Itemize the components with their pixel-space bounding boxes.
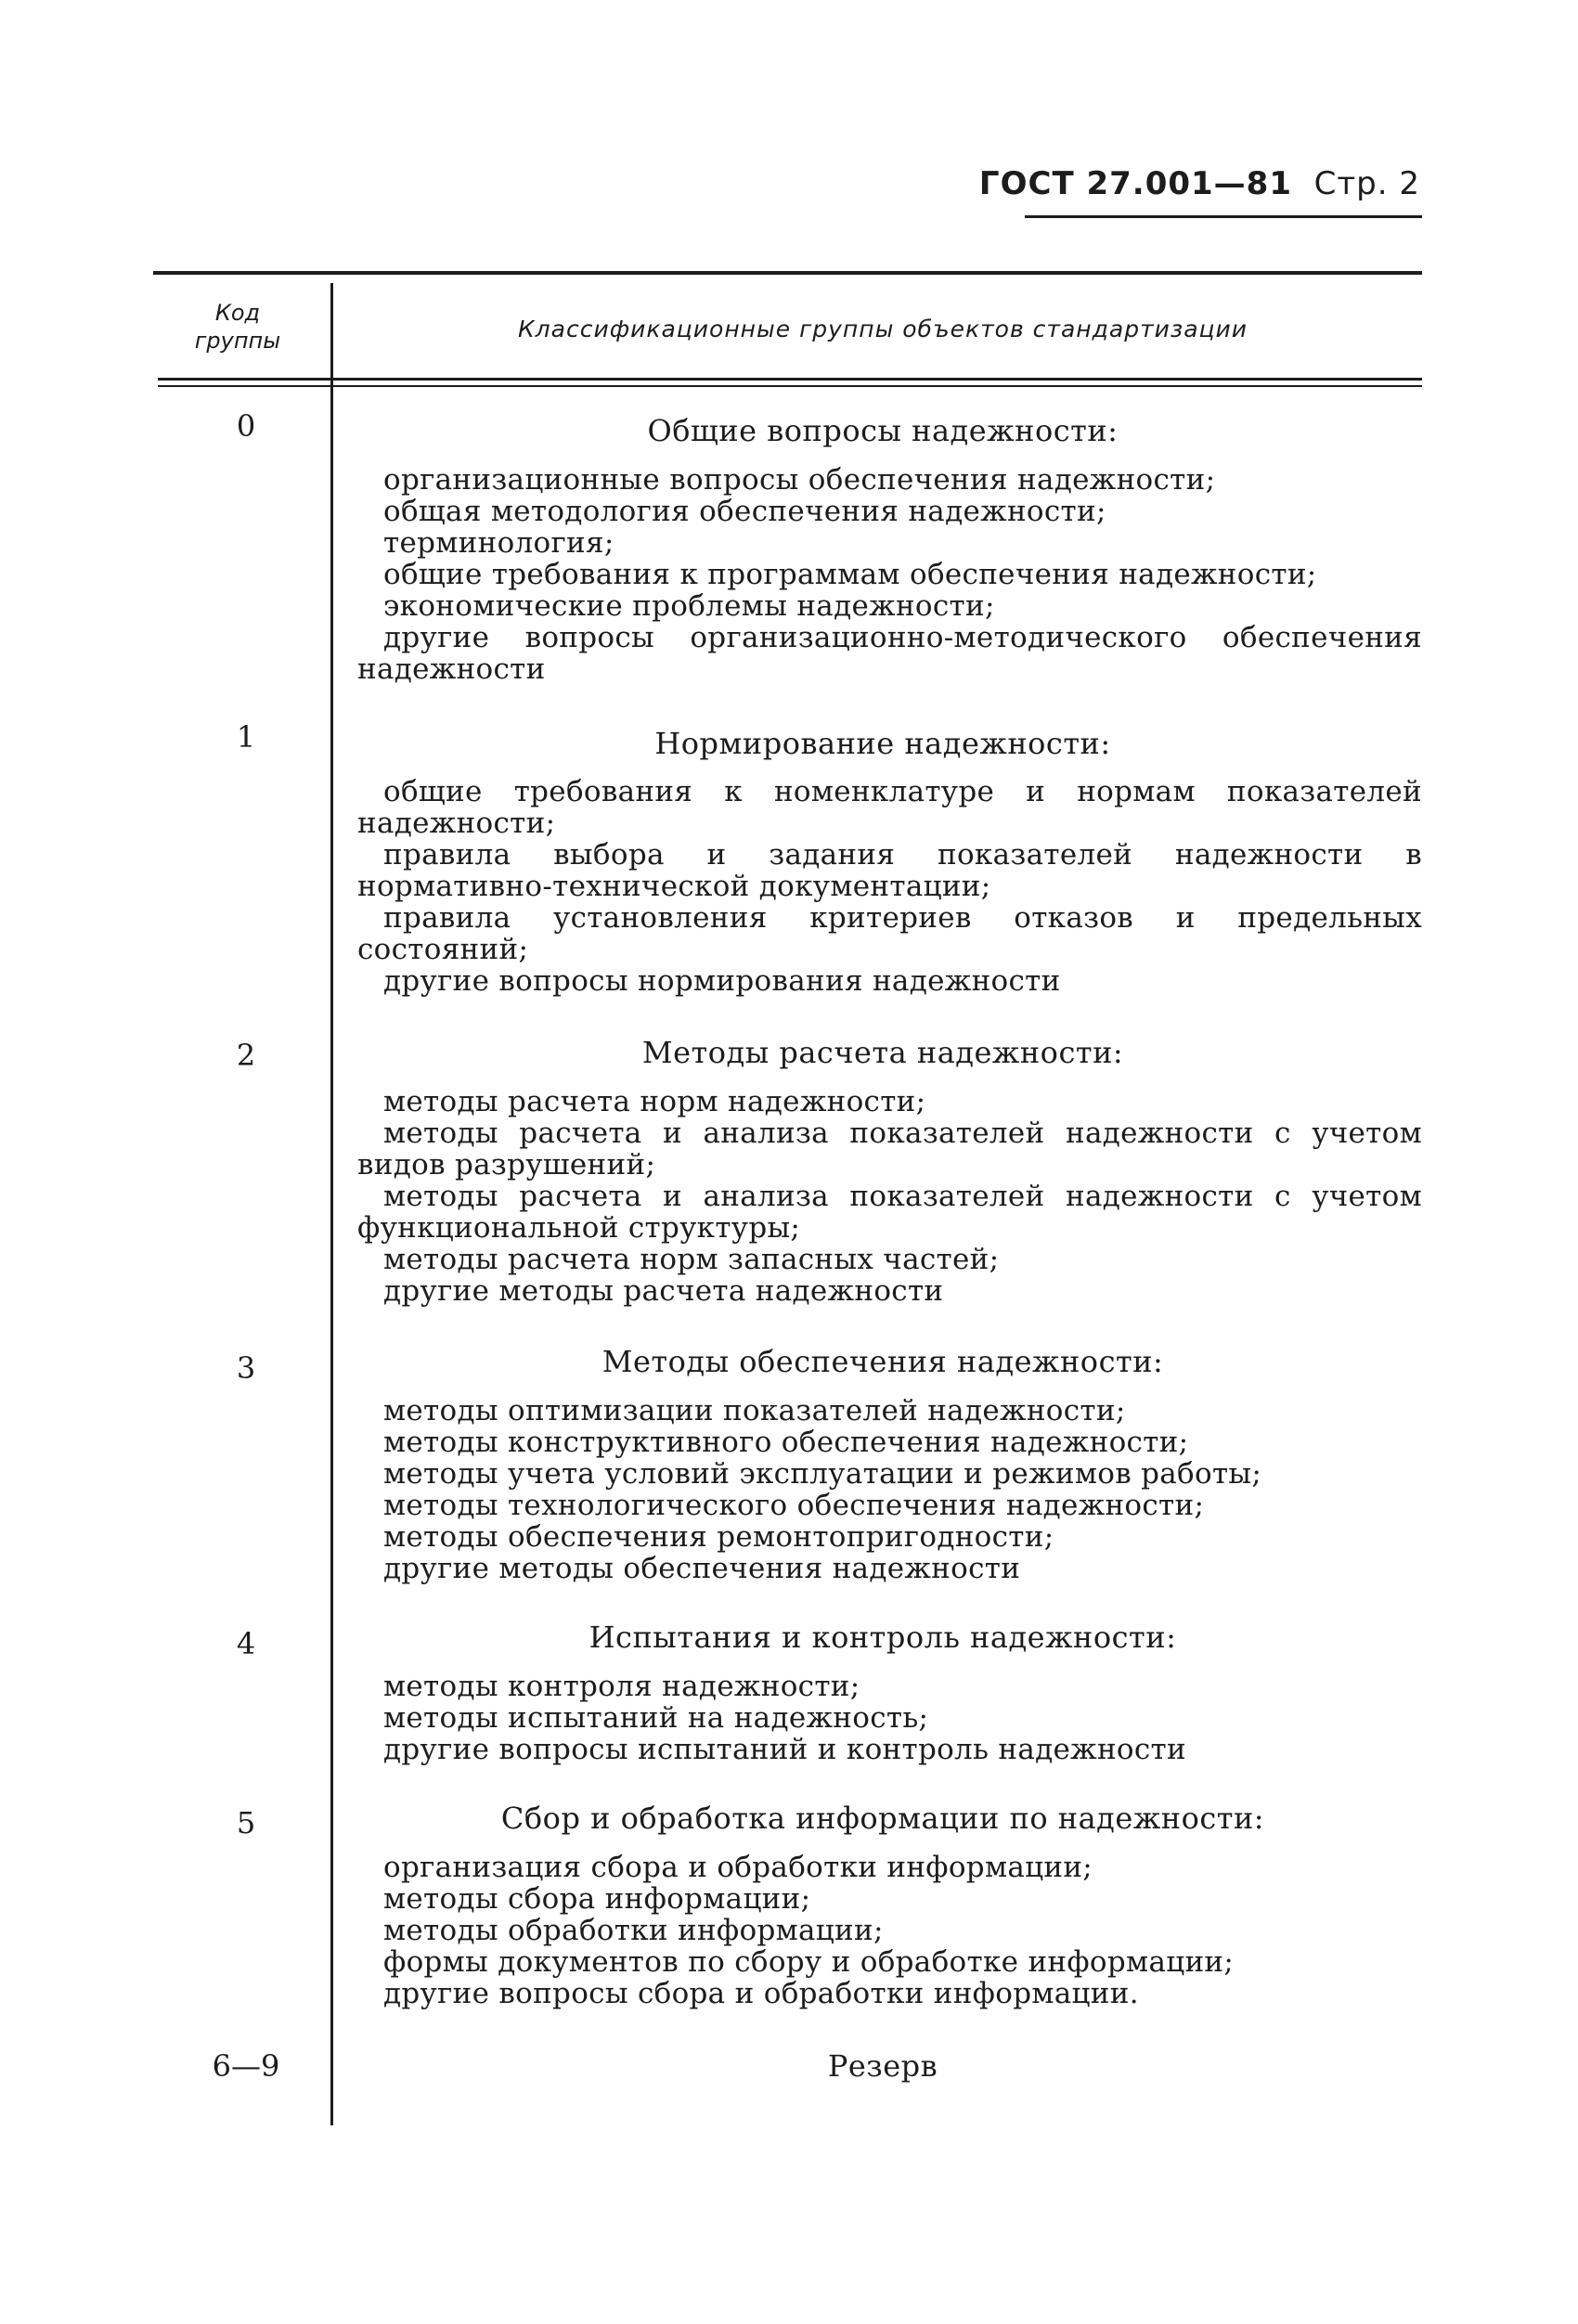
list-item: общие требования к программам обеспечения надежности; xyxy=(383,558,1317,591)
list-item: методы расчета норм надежности; xyxy=(383,1085,926,1118)
list-item: методы учета условий эксплуатации и режимов работы; xyxy=(383,1457,1262,1491)
list-item: формы документов по сбору и обработке информации; xyxy=(383,1945,1235,1979)
group-title: Резерв xyxy=(827,2048,938,2084)
list-item: экономические проблемы надежности; xyxy=(383,589,995,623)
list-item: организация сбора и обработки информации; xyxy=(383,1851,1093,1884)
group-code: 1 xyxy=(236,719,256,755)
list-item: методы обработки информации; xyxy=(383,1914,884,1947)
standard-number: ГОСТ 27.001—81 xyxy=(978,165,1292,202)
group-title: Общие вопросы надежности: xyxy=(647,413,1119,448)
list-item: методы оптимизации показателей надежности; xyxy=(383,1394,1126,1427)
list-item: другие методы расчета надежности xyxy=(383,1274,944,1308)
list-item: методы сбора информации; xyxy=(383,1882,811,1916)
list-item: общая методология обеспечения надежности; xyxy=(383,495,1106,528)
group-items xyxy=(357,1671,1422,1765)
group-title: Методы обеспечения надежности: xyxy=(601,1344,1164,1379)
group-code: 4 xyxy=(236,1626,256,1661)
table-header-rule xyxy=(158,378,1422,381)
list-item: другие вопросы организационно-методического обеспечения надежности xyxy=(357,621,1422,686)
group-code: 6—9 xyxy=(212,2048,280,2084)
group-items xyxy=(357,1086,1422,1307)
list-item: методы контроля надежности; xyxy=(383,1670,860,1703)
group-title: Методы расчета надежности: xyxy=(641,1035,1124,1070)
page-number: Стр. 2 xyxy=(1313,165,1420,202)
group-items xyxy=(357,1852,1422,2009)
list-item: методы испытаний на надежность; xyxy=(383,1701,929,1735)
group-title: Нормирование надежности: xyxy=(654,726,1111,761)
header-underline xyxy=(1025,215,1422,218)
group-code: 5 xyxy=(236,1805,256,1840)
list-item: терминология; xyxy=(383,526,614,560)
group-code: 0 xyxy=(236,408,256,444)
group-items xyxy=(357,1395,1422,1584)
group-title: Испытания и контроль надежности: xyxy=(589,1620,1177,1655)
table-column-divider xyxy=(330,283,333,2125)
list-item: другие вопросы сбора и обработки информации. xyxy=(383,1977,1139,2010)
table-top-rule xyxy=(153,271,1422,275)
list-item: методы обеспечения ремонтопригодности; xyxy=(383,1520,1054,1554)
list-item: организационные вопросы обеспечения надежности; xyxy=(383,463,1216,497)
group-code: 2 xyxy=(236,1038,256,1073)
list-item: методы расчета норм запасных частей; xyxy=(383,1243,1000,1276)
list-item: общие требования к номенклатуре и нормам показателей надежности; xyxy=(357,775,1422,840)
list-item: методы расчета и анализа показателей надежности с учетом функциональной структуры; xyxy=(357,1180,1422,1245)
column-header-code: Код группы xyxy=(194,300,281,354)
list-item: методы расчета и анализа показателей надежности с учетом видов разрушений; xyxy=(357,1117,1422,1181)
group-items xyxy=(357,776,1422,997)
list-item: другие вопросы испытаний и контроль надежности xyxy=(383,1733,1186,1766)
page-header xyxy=(979,165,1420,202)
group-items xyxy=(357,464,1422,685)
group-code: 3 xyxy=(236,1350,256,1386)
list-item: правила выбора и задания показателей надежности в нормативно-технической документации; xyxy=(357,838,1422,903)
list-item: правила установления критериев отказов и предельных состояний; xyxy=(357,901,1422,966)
column-header-groups: Классификационные группы объектов стандартизации xyxy=(517,316,1248,342)
list-item: методы конструктивного обеспечения надежности; xyxy=(383,1426,1189,1459)
list-item: другие методы обеспечения надежности xyxy=(383,1552,1021,1585)
list-item: другие вопросы нормирования надежности xyxy=(383,964,1061,998)
group-title: Сбор и обработка информации по надежности: xyxy=(500,1801,1265,1836)
table-header-rule-double xyxy=(158,385,1422,387)
list-item: методы технологического обеспечения надежности; xyxy=(383,1489,1205,1522)
